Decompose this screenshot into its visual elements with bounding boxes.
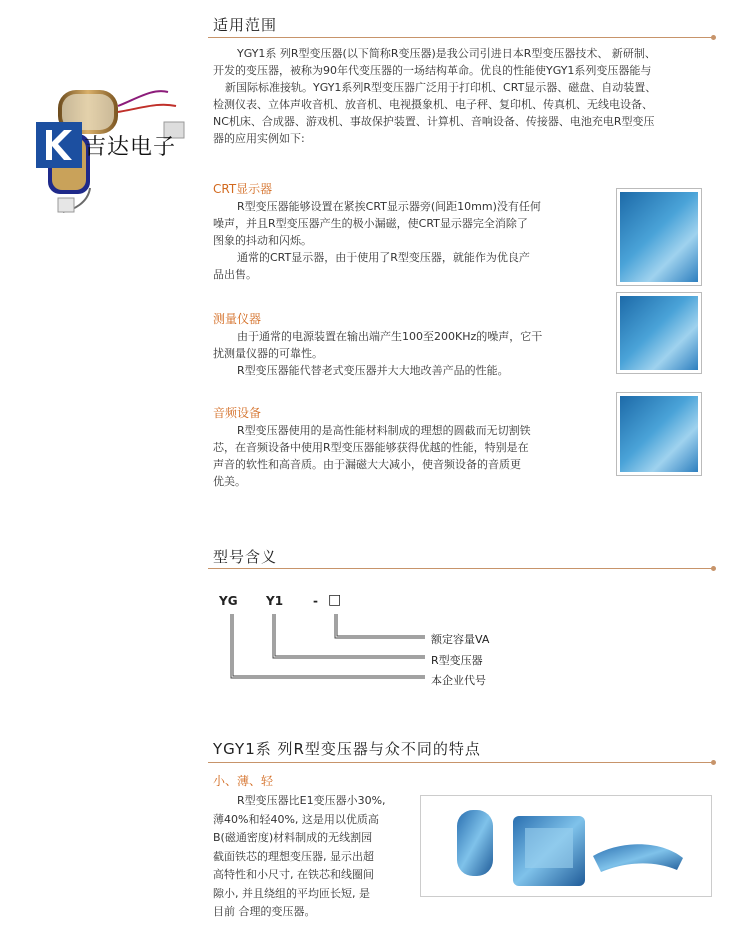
- code-dash: -: [313, 594, 318, 608]
- features-line: 截面铁芯的理想变压器, 显示出超: [213, 849, 374, 863]
- measure-line: 由于通常的电源装置在输出端产生100至200KHz的噪声，它干: [237, 330, 543, 343]
- features-paragraph: [213, 792, 413, 922]
- scope-line: 新国际标准接轨。YGY1系列R型变压器广泛用于打印机、CRT显示器、磁盘、自动装置、: [225, 81, 657, 94]
- features-subtitle: 小、薄、轻: [213, 774, 274, 788]
- features-divider: [208, 762, 713, 763]
- label-type: R型变压器: [431, 654, 483, 667]
- code-box: □: [328, 592, 342, 608]
- features-line: 隙小, 并且绕组的平均匝长短, 是: [213, 886, 370, 900]
- scope-line: 检测仪表、立体声收音机、放音机、电视摄象机、电子秤、复印机、传真机、无线电设备、: [213, 98, 653, 111]
- scope-title: 适用范围: [213, 16, 278, 34]
- model-divider: [208, 568, 713, 569]
- model-diagram-lines: [225, 612, 435, 692]
- audio-photo: [616, 392, 702, 476]
- scope-divider: [208, 37, 713, 38]
- features-title: YGY1系 列R型变压器与众不同的特点: [213, 740, 481, 758]
- transformer-cores-image: [421, 796, 711, 896]
- logo-mark-icon: [36, 122, 82, 168]
- code-yg: YG: [219, 594, 238, 608]
- audio-title: 音频设备: [213, 406, 262, 420]
- crt-title: CRT显示器: [213, 182, 273, 196]
- features-line: 高特性和小尺寸, 在铁芯和线圈间: [213, 868, 374, 881]
- crt-paragraph: [213, 198, 593, 283]
- features-line: 薄40%和轻40%, 这是用以优质高: [213, 812, 379, 826]
- features-line: R型变压器比E1变压器小30%,: [237, 794, 386, 807]
- features-line: 目前 合理的变压器。: [213, 905, 316, 918]
- company-logo: [36, 122, 82, 168]
- label-va: 额定容量VA: [431, 633, 490, 646]
- scope-paragraph: [213, 45, 718, 147]
- audio-line: 优美。: [213, 475, 246, 488]
- crt-photo: [616, 188, 702, 286]
- crt-line: 品出售。: [213, 268, 257, 281]
- product-photo: [18, 78, 208, 218]
- scope-line: NC机床、合成器、游戏机、事故保护装置、计算机、音响设备、传接器、电池充电R型变压: [213, 115, 655, 128]
- crt-line: 噪声，并且R型变压器产生的极小漏磁，使CRT显示器完全消除了: [213, 217, 528, 230]
- crt-line: R型变压器能够设置在紧挨CRT显示器旁(间距10mm)没有任何: [237, 200, 541, 213]
- audio-line: R型变压器使用的是高性能材料制成的理想的圆截而无切割铁: [237, 424, 531, 437]
- crt-line: 通常的CRT显示器，由于使用了R型变压器，就能作为优良产: [237, 251, 530, 264]
- audio-line: 芯，在音频设备中使用R型变压器能够获得优越的性能，特别是在: [213, 441, 529, 454]
- measure-line: 扰测量仪器的可靠性。: [213, 347, 323, 360]
- features-photo: [420, 795, 712, 897]
- audio-paragraph: [213, 422, 593, 490]
- label-company: 本企业代号: [431, 674, 486, 687]
- code-y1: Y1: [266, 594, 284, 608]
- measure-photo: [616, 292, 702, 374]
- crt-line: 图象的抖动和闪烁。: [213, 234, 312, 247]
- scope-line: YGY1系 列R型变压器(以下简称R变压器)是我公司引进日本R型变压器技术、 新研制、: [237, 47, 656, 60]
- audio-line: 声音的软性和高音质。由于漏磁大大减小，使音频设备的音质更: [213, 458, 521, 471]
- scope-line: 开发的变压器，被称为90年代变压器的一场结构革命。优良的性能使YGY1系列变压器能与: [213, 64, 652, 77]
- features-line: B(磁通密度)材料制成的无线割园: [213, 831, 373, 844]
- scope-line: 器的应用实例如下:: [213, 132, 305, 145]
- measure-paragraph: [213, 328, 593, 379]
- measure-line: R型变压器能代替老式变压器并大大地改善产品的性能。: [237, 364, 509, 377]
- model-title: 型号含义: [213, 548, 278, 566]
- measure-title: 测量仪器: [213, 312, 262, 326]
- logo-text: 吉达电子: [84, 135, 177, 160]
